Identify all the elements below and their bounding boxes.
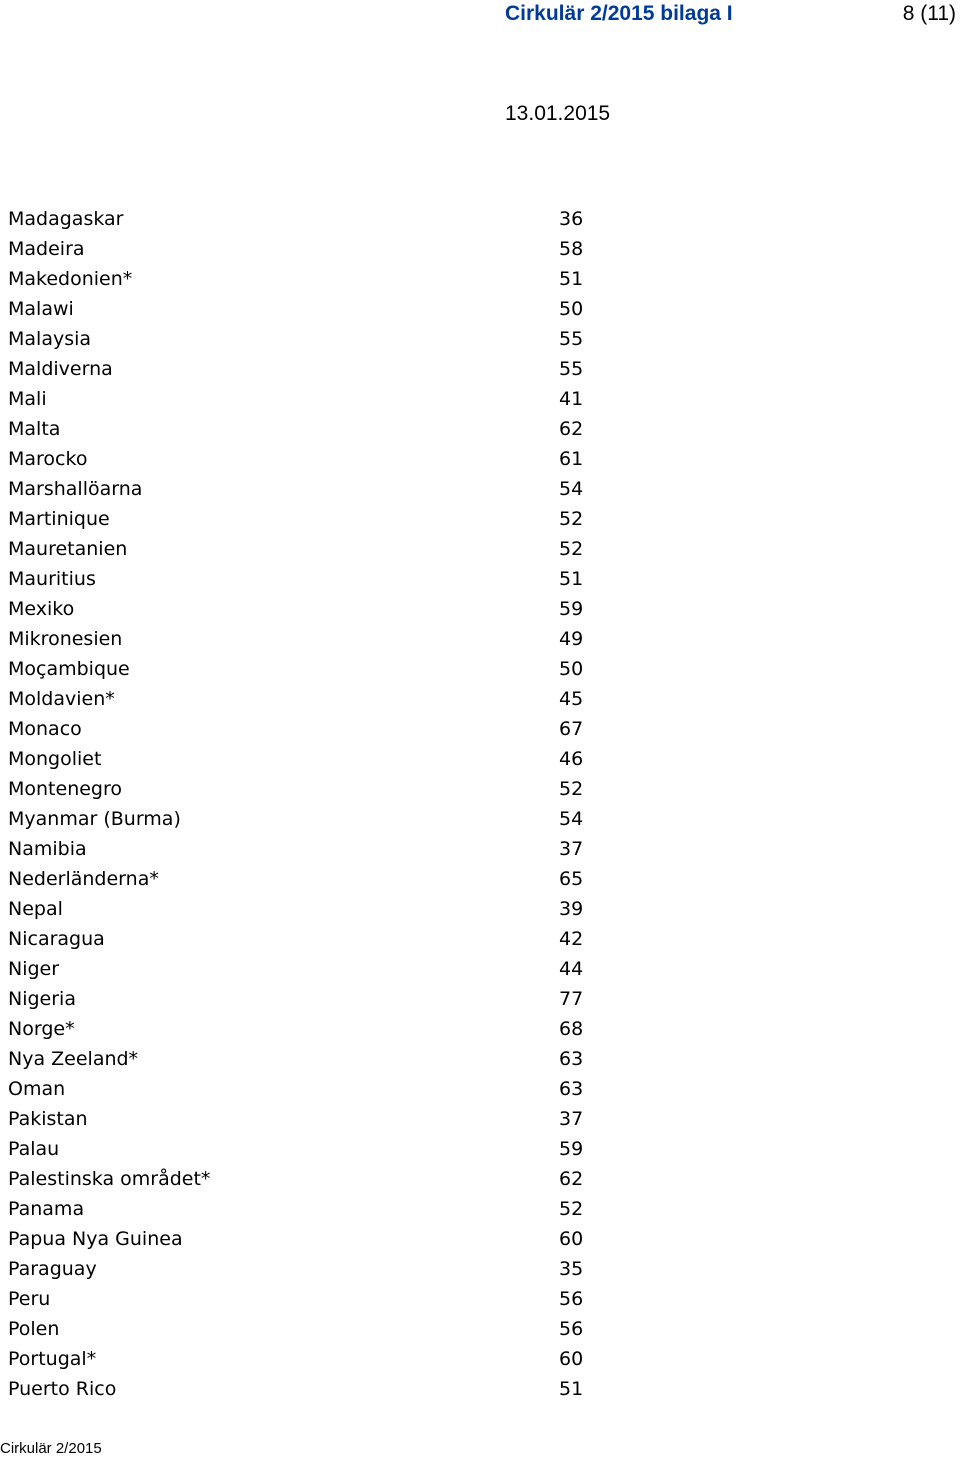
- country-value: 55: [559, 358, 584, 380]
- list-item: [8, 804, 588, 834]
- list-item: [8, 1284, 588, 1314]
- list-item: [8, 504, 588, 534]
- list-item: [8, 204, 588, 234]
- country-value: 52: [559, 508, 584, 530]
- country-value: 52: [559, 1198, 584, 1220]
- country-value: 59: [559, 598, 584, 620]
- list-item: [8, 474, 588, 504]
- country-name: Oman: [8, 1078, 66, 1100]
- country-name: Papua Nya Guinea: [8, 1228, 183, 1250]
- country-name: Namibia: [8, 838, 87, 860]
- list-item: [8, 1314, 588, 1344]
- country-value: 63: [559, 1048, 584, 1070]
- country-value: 36: [559, 208, 584, 230]
- country-value: 56: [559, 1288, 584, 1310]
- list-item: [8, 1104, 588, 1134]
- country-name: Malaysia: [8, 328, 92, 350]
- country-value: 77: [559, 988, 584, 1010]
- country-value: 55: [559, 328, 584, 350]
- country-name: Monaco: [8, 718, 82, 740]
- country-name: Nigeria: [8, 988, 76, 1010]
- list-item: [8, 894, 588, 924]
- country-name: Norge*: [8, 1018, 75, 1040]
- country-value: 65: [559, 868, 584, 890]
- country-value: 54: [559, 808, 584, 830]
- country-value: 51: [559, 1378, 584, 1400]
- country-value: 35: [559, 1258, 584, 1280]
- country-name: Panama: [8, 1198, 85, 1220]
- country-value: 41: [559, 388, 584, 410]
- list-item: [8, 1164, 588, 1194]
- country-value: 54: [559, 478, 584, 500]
- list-item: [8, 684, 588, 714]
- country-value: 62: [559, 418, 584, 440]
- country-name: Niger: [8, 958, 60, 980]
- list-item: [8, 264, 588, 294]
- country-value: 60: [559, 1348, 584, 1370]
- list-item: [8, 1044, 588, 1074]
- country-name: Puerto Rico: [8, 1378, 117, 1400]
- country-name: Moldavien*: [8, 688, 115, 710]
- list-item: [8, 564, 588, 594]
- list-item: [8, 1194, 588, 1224]
- document-title: Cirkulär 2/2015 bilaga I: [505, 2, 733, 25]
- country-name: Peru: [8, 1288, 51, 1310]
- country-name: Nicaragua: [8, 928, 105, 950]
- country-name: Maldiverna: [8, 358, 113, 380]
- country-name: Pakistan: [8, 1108, 88, 1130]
- country-name: Madagaskar: [8, 208, 124, 230]
- country-name: Palau: [8, 1138, 60, 1160]
- document-date: 13.01.2015: [505, 102, 611, 125]
- country-value: 61: [559, 448, 584, 470]
- country-name: Mauretanien: [8, 538, 128, 560]
- country-name: Moçambique: [8, 658, 130, 680]
- country-name: Mexiko: [8, 598, 75, 620]
- list-item: [8, 924, 588, 954]
- country-value: 58: [559, 238, 584, 260]
- country-value: 56: [559, 1318, 584, 1340]
- country-name: Marshallöarna: [8, 478, 143, 500]
- footer-text: Cirkulär 2/2015: [0, 1440, 102, 1457]
- country-name: Polen: [8, 1318, 60, 1340]
- country-value: 60: [559, 1228, 584, 1250]
- country-name: Mongoliet: [8, 748, 102, 770]
- country-name: Martinique: [8, 508, 110, 530]
- country-value: 37: [559, 838, 584, 860]
- country-name: Palestinska området*: [8, 1168, 211, 1190]
- country-name: Marocko: [8, 448, 88, 470]
- country-name: Malta: [8, 418, 61, 440]
- country-value: 52: [559, 778, 584, 800]
- list-item: [8, 954, 588, 984]
- country-value: 62: [559, 1168, 584, 1190]
- country-name: Nederländerna*: [8, 868, 159, 890]
- country-name: Myanmar (Burma): [8, 808, 181, 830]
- list-item: [8, 1254, 588, 1284]
- list-item: [8, 1134, 588, 1164]
- country-name: Portugal*: [8, 1348, 97, 1370]
- list-item: [8, 624, 588, 654]
- list-item: [8, 864, 588, 894]
- country-value: 51: [559, 268, 584, 290]
- country-name: Mauritius: [8, 568, 96, 590]
- country-name: Madeira: [8, 238, 85, 260]
- list-item: [8, 414, 588, 444]
- list-item: [8, 744, 588, 774]
- list-item: [8, 534, 588, 564]
- list-item: [8, 1074, 588, 1104]
- list-item: [8, 984, 588, 1014]
- list-item: [8, 1374, 588, 1404]
- country-value: 44: [559, 958, 584, 980]
- country-value: 45: [559, 688, 584, 710]
- list-item: [8, 714, 588, 744]
- country-value: 67: [559, 718, 584, 740]
- country-value: 52: [559, 538, 584, 560]
- list-item: [8, 294, 588, 324]
- country-value: 39: [559, 898, 584, 920]
- list-item: [8, 1344, 588, 1374]
- country-value: 51: [559, 568, 584, 590]
- country-name: Paraguay: [8, 1258, 97, 1280]
- country-name: Mikronesien: [8, 628, 123, 650]
- country-name: Mali: [8, 388, 47, 410]
- list-item: [8, 834, 588, 864]
- country-value: 50: [559, 298, 584, 320]
- country-value: 46: [559, 748, 584, 770]
- country-name: Malawi: [8, 298, 74, 320]
- list-item: [8, 354, 588, 384]
- country-name: Montenegro: [8, 778, 123, 800]
- country-list: [8, 204, 588, 1404]
- list-item: [8, 594, 588, 624]
- country-value: 68: [559, 1018, 584, 1040]
- country-name: Nepal: [8, 898, 63, 920]
- list-item: [8, 324, 588, 354]
- country-value: 49: [559, 628, 584, 650]
- page-number: 8 (11): [902, 2, 956, 25]
- country-value: 37: [559, 1108, 584, 1130]
- list-item: [8, 234, 588, 264]
- list-item: [8, 1014, 588, 1044]
- list-item: [8, 384, 588, 414]
- country-value: 59: [559, 1138, 584, 1160]
- country-value: 50: [559, 658, 584, 680]
- list-item: [8, 444, 588, 474]
- country-name: Nya Zeeland*: [8, 1048, 139, 1070]
- country-name: Makedonien*: [8, 268, 133, 290]
- country-value: 42: [559, 928, 584, 950]
- list-item: [8, 1224, 588, 1254]
- country-value: 63: [559, 1078, 584, 1100]
- list-item: [8, 654, 588, 684]
- list-item: [8, 774, 588, 804]
